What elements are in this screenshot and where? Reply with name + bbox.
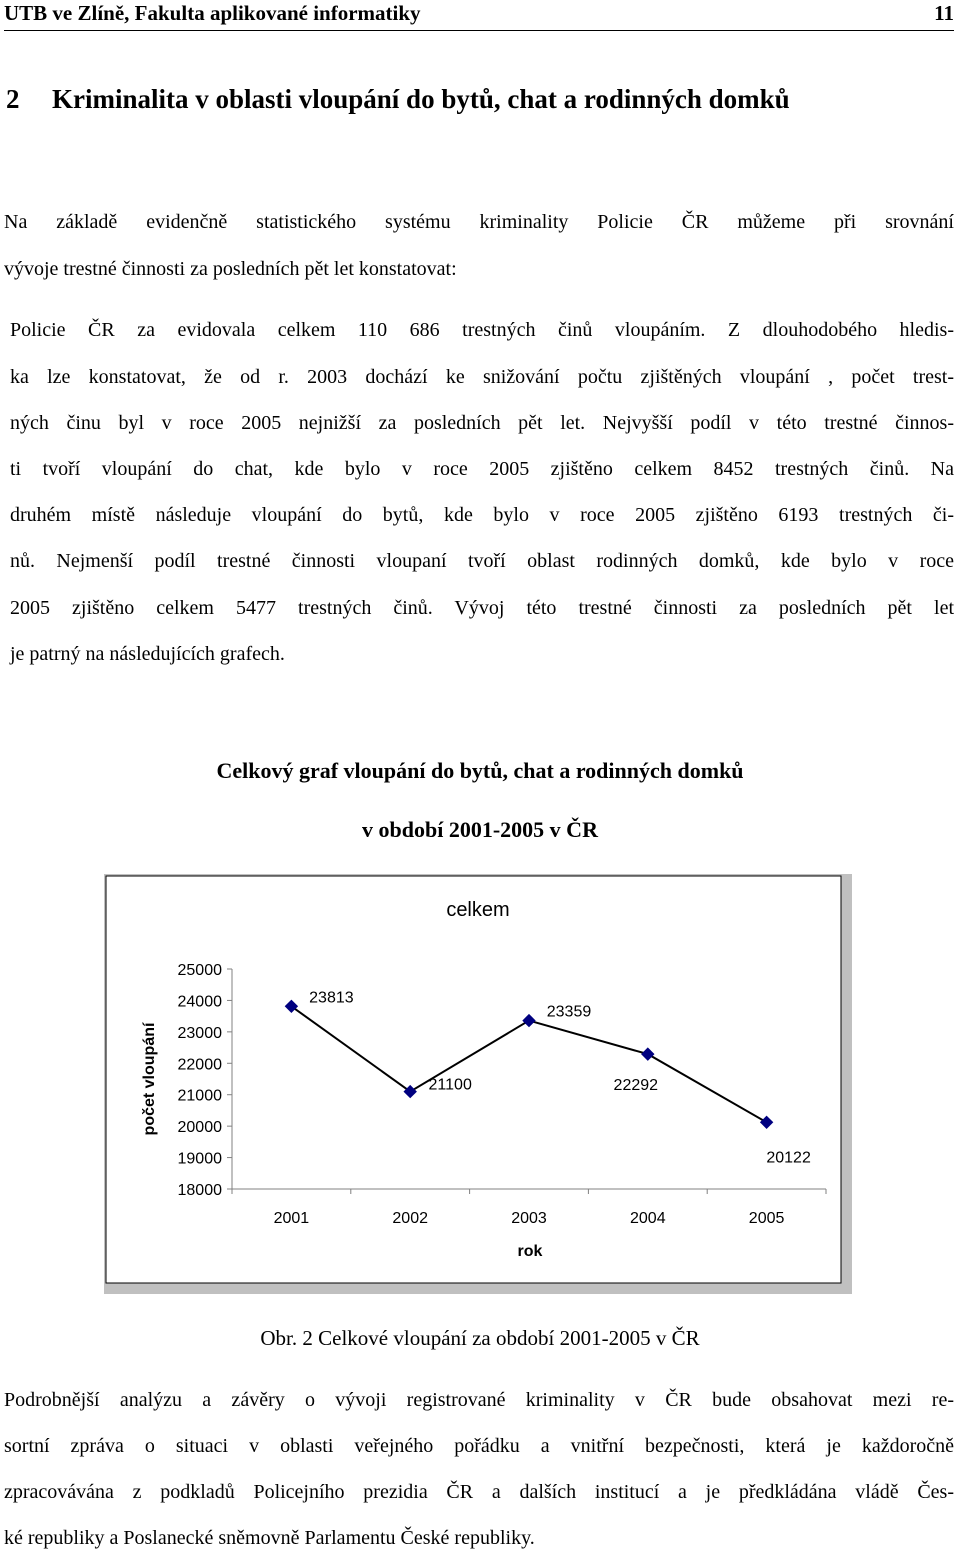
figure-caption: Obr. 2 Celkové vloupání za období 2001-2005 v ČR bbox=[260, 1326, 700, 1350]
paragraph-line: ka lze konstatovat, že od r. 2003 dochází ke snižování počtu zjištěných vloupání , počet trest- bbox=[10, 366, 954, 388]
paragraph-line: druhém místě následuje vloupání do bytů, kde bylo v roce 2005 zjištěno 6193 trestných či- bbox=[10, 504, 954, 526]
y-tick-label: 23000 bbox=[177, 1024, 222, 1042]
x-axis-label: rok bbox=[517, 1243, 543, 1260]
paragraph-line: 2005 zjištěno celkem 5477 trestných činů. Vývoj této trestné činnosti za posledních pět let bbox=[10, 597, 954, 619]
paragraph-line: ké republiky a Poslanecké sněmovně Parlamentu České republiky. bbox=[4, 1527, 535, 1549]
section-title: Kriminalita v oblasti vloupání do bytů, chat a rodinných domků bbox=[52, 84, 790, 114]
paragraph-line: vývoje trestné činnosti za posledních pět let konstatovat: bbox=[4, 258, 457, 280]
y-axis-label: počet vloupání bbox=[141, 1022, 158, 1136]
figure-subtitle: v období 2001-2005 v ČR bbox=[362, 817, 598, 842]
section-number: 2 bbox=[6, 84, 20, 114]
y-tick-label: 22000 bbox=[177, 1056, 222, 1074]
y-tick-label: 21000 bbox=[177, 1087, 222, 1105]
header-institution: UTB ve Zlíně, Fakulta aplikované informatiky bbox=[4, 1, 421, 25]
paragraph-line: nů. Nejmenší podíl trestné činnosti vloupaní tvoří oblast rodinných domků, kde bylo v roce bbox=[10, 550, 954, 572]
x-tick-label: 2005 bbox=[748, 1210, 785, 1227]
y-tick-label: 19000 bbox=[177, 1150, 222, 1168]
section-heading bbox=[6, 84, 790, 115]
paragraph-line: ti tvoří vloupání do chat, kde bylo v roce 2005 zjištěno celkem 8452 trestných činů. Na bbox=[10, 458, 954, 480]
chart-title: celkem bbox=[446, 899, 510, 921]
data-label: 21100 bbox=[428, 1076, 472, 1094]
paragraph-line: ných činu byl v roce 2005 nejnižší za posledních pět let. Nejvyšší podíl v této trestné činnos- bbox=[10, 412, 954, 434]
data-label: 23813 bbox=[309, 989, 354, 1007]
page-number: 11 bbox=[934, 1, 954, 25]
data-label: 22292 bbox=[613, 1077, 659, 1095]
running-header bbox=[4, 0, 954, 31]
paragraph-line: Podrobnější analýzu a závěry o vývoji registrované kriminality v ČR bude obsahovat mezi re- bbox=[4, 1389, 954, 1411]
chart-background bbox=[106, 876, 841, 1283]
paragraph-line: Policie ČR za evidovala celkem 110 686 trestných činů vloupáním. Z dlouhodobého hledis- bbox=[10, 319, 954, 341]
line-chart bbox=[104, 874, 852, 1294]
paragraph-line: je patrný na následujících grafech. bbox=[10, 643, 285, 665]
data-label: 20122 bbox=[766, 1149, 811, 1167]
x-tick-label: 2001 bbox=[273, 1210, 310, 1227]
x-tick-label: 2002 bbox=[392, 1210, 428, 1227]
paragraph-line: Na základě evidenčně statistického systému kriminality Policie ČR můžeme při srovnání bbox=[4, 211, 954, 233]
y-tick-label: 18000 bbox=[177, 1182, 222, 1199]
paragraph-line: zpracovávána z podkladů Policejního prezidia ČR a dalších institucí a je předkládána vládě Čes- bbox=[4, 1481, 954, 1503]
x-tick-label: 2003 bbox=[511, 1210, 547, 1227]
data-label: 23359 bbox=[546, 1003, 592, 1021]
chart-frame bbox=[104, 874, 852, 1294]
paragraph-line: sortní zpráva o situaci v oblasti veřejného pořádku a vnitřní bezpečnosti, která je každoročně bbox=[4, 1435, 954, 1457]
y-tick-label: 20000 bbox=[177, 1119, 222, 1137]
figure-title: Celkový graf vloupání do bytů, chat a rodinných domků bbox=[216, 758, 744, 783]
x-tick-label: 2004 bbox=[630, 1210, 666, 1227]
y-tick-label: 25000 bbox=[177, 962, 222, 979]
y-tick-label: 24000 bbox=[177, 993, 222, 1011]
